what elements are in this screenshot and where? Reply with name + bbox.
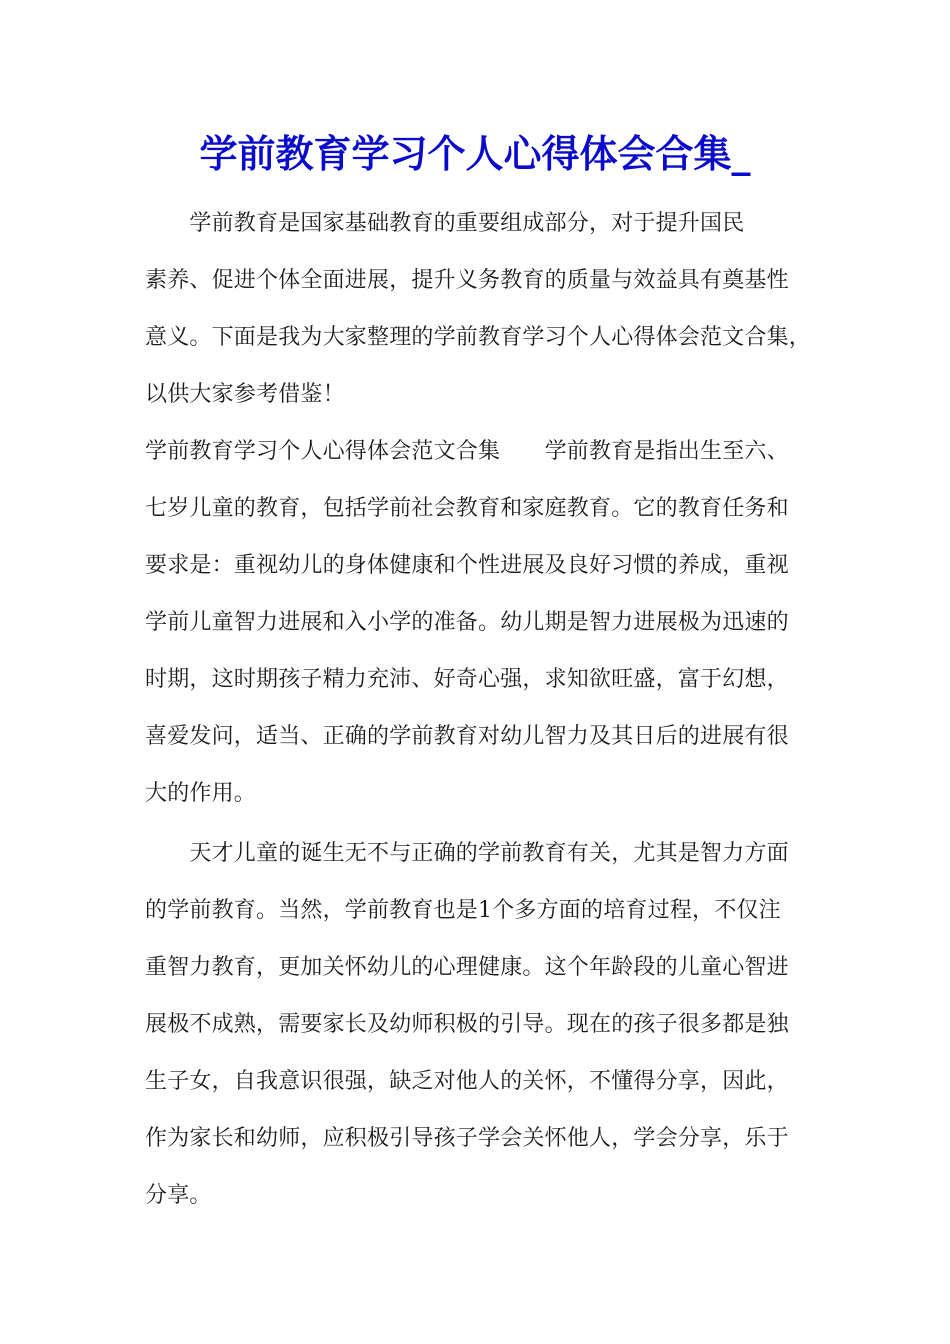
body-line: 要求是：重视幼儿的身体健康和个性进展及良好习惯的养成，重视: [145, 553, 789, 578]
body-line: 意义。下面是我为大家整理的学前教育学习个人心得体会范文合集，: [145, 325, 812, 350]
body-line: 学前儿童智力进展和入小学的准备。幼儿期是智力进展极为迅速的: [145, 610, 789, 635]
document-title: 学前教育学习个人心得体会合集_: [199, 131, 751, 176]
body-line: 分享。: [145, 1183, 212, 1208]
body-line: 学前教育学习个人心得体会范文合集 学前教育是指出生至六、: [145, 439, 789, 464]
body-line: 素养、促进个体全面进展，提升义务教育的质量与效益具有奠基性: [145, 268, 789, 293]
body-line: 时期，这时期孩子精力充沛、好奇心强，求知欲旺盛，富于幻想，: [145, 667, 789, 692]
body-line: 的学前教育。当然，学前教育也是1个多方面的培育过程，不仅注: [145, 898, 781, 923]
body-line: 作为家长和幼师，应积极引导孩子学会关怀他人，学会分享，乐于: [145, 1126, 789, 1151]
body-line: 七岁儿童的教育，包括学前社会教育和家庭教育。它的教育任务和: [145, 496, 789, 521]
body-line: 天才儿童的诞生无不与正确的学前教育有关，尤其是智力方面: [145, 841, 789, 866]
body-line: 以供大家参考借鉴！: [145, 382, 345, 407]
body-line: 学前教育是国家基础教育的重要组成部分，对于提升国民: [145, 211, 745, 236]
body-line: 大的作用。: [145, 781, 257, 806]
body-line: 重智力教育，更加关怀幼儿的心理健康。这个年龄段的儿童心智进: [145, 955, 789, 980]
body-line: 喜爱发问，适当、正确的学前教育对幼儿智力及其日后的进展有很: [145, 724, 789, 749]
body-line: 生子女，自我意识很强，缺乏对他人的关怀，不懂得分享，因此，: [145, 1069, 789, 1094]
body-line: 展极不成熟，需要家长及幼师积极的引导。现在的孩子很多都是独: [145, 1012, 789, 1037]
